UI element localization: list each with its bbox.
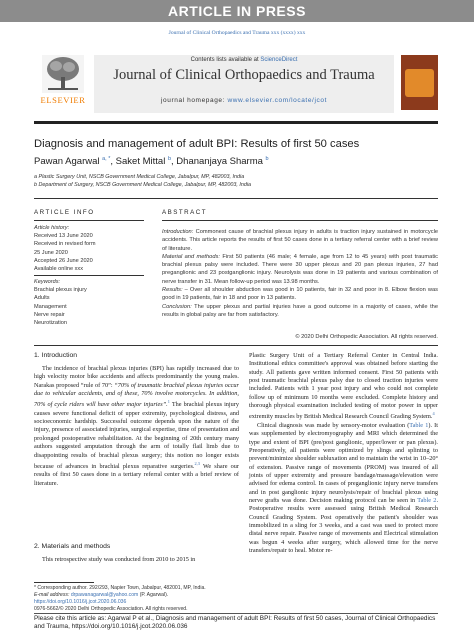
contents-prefix: Contents lists available at <box>190 57 261 63</box>
abstract-intro-label: Introduction: <box>162 229 194 235</box>
elsevier-tree-icon <box>42 55 84 93</box>
header-rule <box>34 121 438 124</box>
info-divider <box>34 220 144 221</box>
email-suffix: (P. Agarwal). <box>138 592 169 598</box>
section-1-heading: 1. Introduction <box>34 352 78 359</box>
article-info-label: ARTICLE INFO <box>34 209 95 216</box>
contents-line <box>94 57 394 63</box>
body-divider <box>34 345 438 346</box>
methods-text-1: Plastic Surgery Unit of a Tertiary Referral Center in Central India. Institutional ethics committee's approval was obtained before starting the study. All patients gave written informed consent. First 50 patients with post traumatic brachial plexus palsy due to closed traction injuries were included. Patients with 1 year post injury and who could not complete follow up of minimum 10 months were excluded. Complete history and thorough physical examination included testing of motor power in upper extremity muscles by British Medical Research Council Grading System. <box>249 352 438 421</box>
sciencedirect-link[interactable]: ScienceDirect <box>260 57 298 63</box>
elsevier-logo <box>34 55 92 107</box>
section-2-heading: 2. Materials and methods <box>34 543 111 550</box>
abstract-text <box>162 228 438 319</box>
clinical-diagnosis-paragraph <box>249 422 438 556</box>
author-list <box>34 156 438 167</box>
abstract-conclusion-body: The upper plexus and partial injuries have a good outcome in a majority of cases, while the results in global palsy are far from satisfactory. <box>162 303 438 318</box>
abstract-methods-body: First 50 patients (46 male; 4 female, age from 12 to 45 years) with post traumatic brachial plexus palsy were included. There were 30 upper plexus and 20 pan plexus injuries, 27 had preganglionic and 23 postganglionic injury. Neurolysis was done in 19 patients and various combination of nerve transfer in 31. Mean follow-up period was 13.98 months. <box>162 253 439 285</box>
methods-start <box>34 556 239 564</box>
journal-header <box>34 55 438 113</box>
header-center <box>94 55 394 113</box>
abstract-results-body: – Over all shoulder abduction was good in 10 patients, fair in 32 and poor in 8. Elbow flexion was good in 19 patients, fair in 18 and poor in 13 patients. <box>162 287 438 302</box>
methods-paragraph: This retrospective study was conducted from 2010 to 2015 in <box>42 556 196 563</box>
right-column <box>249 352 438 555</box>
keyword-item: Adults <box>34 295 50 302</box>
issn-line: 0976-5662/© 2020 Delhi Orthopedic Association. All rights reserved. <box>34 605 188 612</box>
elsevier-wordmark: ELSEVIER <box>40 95 86 105</box>
ref-2-3[interactable]: 2,3 <box>194 460 200 466</box>
homepage-prefix: journal homepage: <box>161 97 228 104</box>
abstract-conclusion-label: Conclusion: <box>162 303 192 310</box>
author-sep-2: , <box>171 156 174 168</box>
abstract-conclusion <box>162 303 438 320</box>
divider <box>34 198 438 199</box>
keywords-label: Keywords: <box>34 279 61 285</box>
diagnosis-text-c: . Postoperative results were assessed using British Medical Research Council Grading System. Post operatively the patient's shoulder was immobilized in a sling for 3 weeks, and a cast was used to protect more distal nerve repair. Passive range of movements and Electrical stimulation was begun 4 weeks after surgery, which allowed time for the nerve transfers/repair to heal. Motor re- <box>249 496 438 554</box>
cite-this-article-box: Please cite this article as: Agarwal P et al., Diagnosis and management of adult BPI: Results of first 50 cases, Journal of Clinical Orthopaedics and Trauma, https://doi.org/10.1016/j.jcot.2020.06.036 <box>34 613 438 631</box>
left-column <box>34 365 239 488</box>
keywords <box>34 278 144 327</box>
abstract-intro <box>162 228 438 253</box>
table-2-link[interactable]: Table 2 <box>417 496 437 504</box>
keywords-divider <box>34 275 144 276</box>
intro-text-b: The brachial plexus injury causes severe functional deficit of upper extremity, psychological distress, and socioeconomic hardship. Successful outcome depends upon the nature of the injury, presence of associated injuries, surgical expertise, time of presentation and prolonged postoperative rehabilitation. At the beginning of 20th century many authors suggested amputation through the arm of totally flail limb due to disappointing results of brachial plexus surgery; this notion no longer exists because of advances in brachial plexus reparative surgeries. <box>34 401 239 470</box>
intro-paragraph <box>34 365 239 488</box>
intro-text-c: We share our results of first 50 cases done in a tertiary referral center with a brief review of literature. <box>34 462 240 487</box>
homepage-link[interactable]: www.elsevier.com/locate/jcot <box>227 97 327 104</box>
abstract-results-label: Results: <box>162 287 183 294</box>
affiliation-b: b Department of Surgery, NSCB Government Medical College, Jabalpur, MP, 482003, India <box>34 182 252 188</box>
keyword-item: Nerve repair <box>34 311 65 318</box>
author-sep-1: , <box>110 156 114 168</box>
abstract-methods-label: Material and methods: <box>162 253 220 260</box>
keyword-item: Neurotization <box>34 320 67 327</box>
cover-art <box>405 69 434 97</box>
history-item: Received in revised form <box>34 241 96 248</box>
article-history <box>34 224 144 273</box>
doi-link[interactable]: https://doi.org/10.1016/j.jcot.2020.06.036 <box>34 599 127 605</box>
email-label: E-mail address: <box>34 592 71 598</box>
author-1-affil[interactable]: a, * <box>102 156 111 162</box>
author-3[interactable]: Dhananjaya Sharma <box>176 156 263 168</box>
diagnosis-text-b: ). It was supplemented by electromyography and MRI which determined the type and extent of BPI (pre/post ganglionic, upper/lower or pan plexus). Preoperatively, all patients were optimized by slings and splinting to prevent/minimize shoulder subluxation and to maintain the wrist in 10–20° of extension. Passive range of movements (PROM) was insured of all joints of upper extremity and pressure bandage/massage/elevation were advised for edema control. In cases of preganglionic injury nerve transfers and in post ganglionic injury neurolysis/repair of brachial plexus using nerve grafts was done. Decision making protocol can be seen in <box>249 421 439 504</box>
corresponding-author-footnote <box>34 585 239 599</box>
footnote-address: * Corresponding author. 292/293, Napier Town, Jabalpur, 482001, MP, India. <box>34 585 206 591</box>
footnote-rule <box>34 582 94 583</box>
homepage-line <box>94 97 394 104</box>
abstract-divider <box>162 220 438 221</box>
author-1[interactable]: Pawan Agarwal <box>34 156 100 168</box>
diagnosis-text-a: Clinical diagnosis was made by sensory-motor evaluation ( <box>257 421 410 429</box>
journal-title: Journal of Clinical Orthopaedics and Trauma <box>113 67 375 83</box>
abstract-copyright: © 2020 Delhi Orthopedic Association. All rights reserved. <box>295 334 438 340</box>
author-2-affil[interactable]: b <box>167 156 172 162</box>
ref-1[interactable]: 1 <box>167 399 170 405</box>
abstract-intro-body: Commonest cause of brachial plexus injury in adults is traction injury sustained in motorcycle accidents. This article reports the results of first 50 cases done in a tertiary referral center with a brief review of literature. <box>162 229 438 252</box>
rule-of-70-quote: “70% of traumatic brachial plexus injuries occur due to vehicular accidents, and of these, 70% involve motorcycles. In addition, 70% of cycle riders will have other major injuries”. <box>34 381 239 409</box>
abstract-methods <box>162 253 438 286</box>
article-title: Diagnosis and management of adult BPI: Results of first 50 cases <box>34 138 360 150</box>
journal-citation-line[interactable]: Journal of Clinical Orthopaedics and Trauma xxx (xxxx) xxx <box>168 30 306 36</box>
footnote-email-line <box>34 592 239 599</box>
keyword-item: Brachial plexus injury <box>34 287 87 294</box>
abstract-label: ABSTRACT <box>162 209 208 216</box>
email-link[interactable]: drpawanagarwal@yahoo.com <box>70 592 139 598</box>
journal-cover-thumbnail[interactable] <box>401 55 438 110</box>
author-2[interactable]: Saket Mittal <box>115 156 166 168</box>
history-item: Received 13 June 2020 <box>34 233 93 240</box>
methods-continued <box>249 352 438 422</box>
history-item: Accepted 26 June 2020 <box>34 257 93 264</box>
article-in-press-banner: ARTICLE IN PRESS <box>0 0 474 22</box>
ref-4[interactable]: 4 <box>432 411 435 417</box>
doi-block <box>34 599 334 613</box>
affiliation-a: a Plastic Surgery Unit, NSCB Government Medical College, Jabalpur, MP, 482003, India <box>34 174 245 180</box>
author-3-affil[interactable]: b <box>265 156 269 162</box>
history-label: Article history: <box>34 225 70 231</box>
history-item: Available online xxx <box>34 266 84 273</box>
intro-text-a: The incidence of brachial plexus injuries (BPI) has rapidly increased due to high velocity motor bike accidents and affects predominantly the young males. Narakas proposed “rule of 70”: <box>34 365 239 389</box>
abstract-results <box>162 286 438 303</box>
keyword-item: Management <box>34 303 67 310</box>
table-1-link[interactable]: Table 1 <box>409 421 429 429</box>
history-item: 25 June 2020 <box>34 249 68 256</box>
